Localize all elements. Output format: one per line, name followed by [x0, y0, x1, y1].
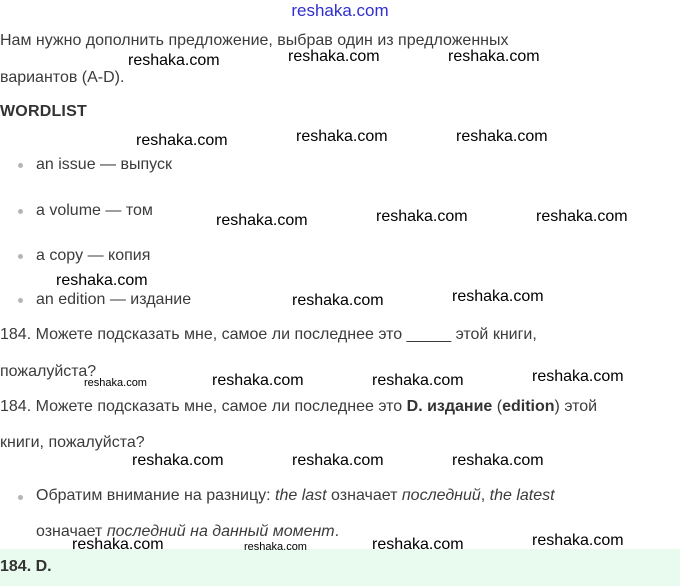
watermark: reshaka.com: [296, 128, 388, 145]
watermark: reshaka.com: [292, 452, 384, 469]
wordlist-item: an issue — выпуск: [36, 156, 172, 173]
watermark: reshaka.com: [452, 452, 544, 469]
note-line-1: [36, 487, 555, 505]
note-term: the last: [275, 487, 327, 504]
note-text: .: [334, 523, 340, 540]
answer-paren-close: ): [554, 398, 560, 415]
bullet-icon: [18, 163, 23, 168]
watermark: reshaka.com: [136, 132, 228, 149]
watermark: reshaka.com: [72, 536, 164, 553]
watermark: reshaka.com: [292, 292, 384, 309]
watermark: reshaka.com: [376, 208, 468, 225]
watermark: reshaka.com: [216, 212, 308, 229]
note-term: the latest: [489, 487, 555, 504]
watermark: reshaka.com: [452, 288, 544, 305]
note-term: последний: [401, 487, 481, 504]
note-text: Обратим внимание на разницу:: [36, 487, 276, 504]
answer-word-en: edition: [502, 398, 555, 415]
final-answer-bar: [0, 549, 680, 586]
wordlist-item: a volume — том: [36, 202, 153, 219]
wordlist-item: a copy — копия: [36, 247, 151, 264]
bullet-icon: [18, 254, 23, 259]
watermark: reshaka.com: [532, 532, 624, 549]
final-answer: 184. D.: [0, 558, 52, 575]
watermark: reshaka.com: [532, 368, 624, 385]
watermark: reshaka.com: [132, 452, 224, 469]
answer-choice: D. издание: [406, 398, 493, 415]
watermark: reshaka.com: [288, 48, 380, 65]
wordlist-item: an edition — издание: [36, 291, 192, 308]
answer-paren-open: (: [492, 398, 503, 415]
bullet-icon: [18, 298, 23, 303]
answer-prefix: 184. Можете подсказать мне, самое ли последнее это: [0, 398, 407, 415]
bullet-icon: [18, 209, 23, 214]
bullet-icon: [18, 495, 23, 500]
note-text: означает: [36, 523, 107, 540]
watermark: reshaka.com: [456, 128, 548, 145]
intro-line-2: вариантов (A-D).: [0, 69, 125, 86]
watermark: reshaka.com: [244, 541, 307, 553]
note-text: ,: [480, 487, 490, 504]
watermark: reshaka.com: [448, 48, 540, 65]
intro-line-1: Нам нужно дополнить предложение, выбрав один из предложенных: [0, 32, 509, 49]
watermark: reshaka.com: [372, 372, 464, 389]
wordlist-heading: WORDLIST: [0, 103, 87, 120]
watermark: reshaka.com: [212, 372, 304, 389]
question-line-2: пожалуйста?: [0, 363, 97, 380]
watermark: reshaka.com: [84, 377, 147, 389]
watermark: reshaka.com: [536, 208, 628, 225]
answer-suffix: этой: [559, 398, 598, 415]
answer-sentence-line-2: книги, пожалуйста?: [0, 434, 145, 451]
watermark: reshaka.com: [128, 52, 220, 69]
watermark: reshaka.com: [56, 272, 148, 289]
watermark: reshaka.com: [372, 536, 464, 553]
question-line-1: 184. Можете подсказать мне, самое ли последнее это _____ этой книги,: [0, 326, 537, 343]
note-term: последний на данный момент: [106, 523, 335, 540]
site-header-link[interactable]: reshaka.com: [291, 1, 389, 20]
note-text: означает: [326, 487, 402, 504]
answer-sentence-line-1: [0, 398, 597, 416]
